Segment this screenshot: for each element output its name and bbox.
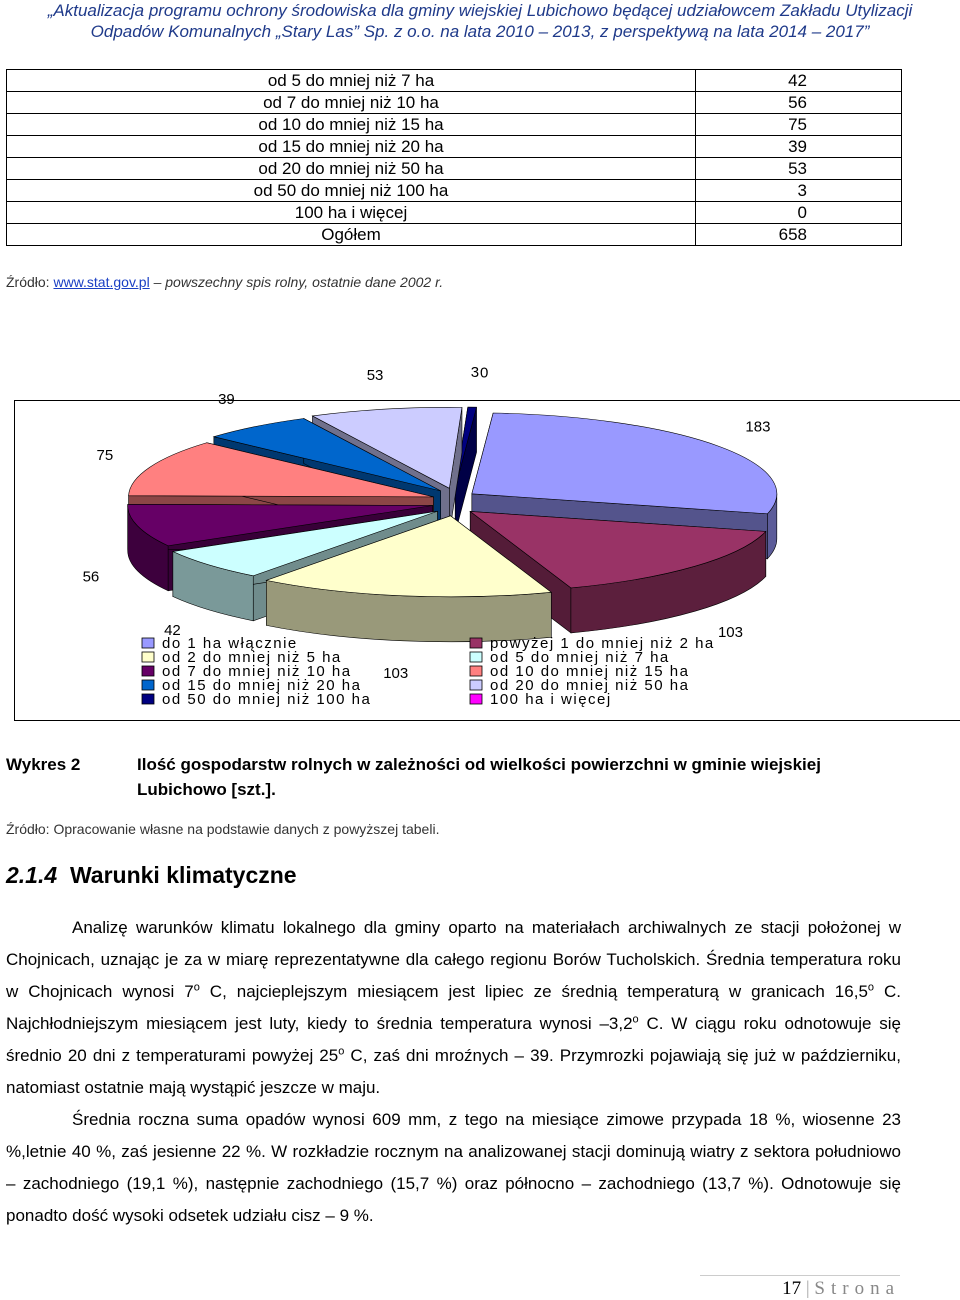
- data-label: 39: [218, 391, 235, 408]
- row-value: 0: [696, 202, 902, 224]
- legend-label: od 10 do mniej niż 15 ha: [490, 663, 689, 680]
- row-value: 3: [696, 180, 902, 202]
- table-row: [7, 158, 902, 180]
- figure-number: Wykres 2: [6, 752, 80, 777]
- data-label: 103: [383, 665, 408, 682]
- row-value: 42: [696, 70, 902, 92]
- legend-label: powyżej 1 do mniej niż 2 ha: [490, 635, 715, 652]
- data-label: 42: [164, 622, 181, 639]
- row-value: 53: [696, 158, 902, 180]
- row-label: od 7 do mniej niż 10 ha: [7, 92, 696, 114]
- row-value: 39: [696, 136, 902, 158]
- data-label: 0: [480, 364, 488, 381]
- table-row: [7, 180, 902, 202]
- legend-label: od 2 do mniej niż 5 ha: [162, 649, 342, 666]
- legend-swatch: [470, 680, 482, 690]
- data-label: 56: [83, 568, 100, 585]
- row-label: od 20 do mniej niż 50 ha: [7, 158, 696, 180]
- legend-label: od 50 do mniej niż 100 ha: [162, 691, 371, 708]
- legend-swatch: [470, 652, 482, 662]
- legend-swatch: [470, 638, 482, 648]
- legend-label: od 20 do mniej niż 50 ha: [490, 677, 689, 694]
- data-label: 75: [97, 447, 114, 464]
- row-value: 75: [696, 114, 902, 136]
- legend-item: [470, 691, 612, 708]
- legend-label: od 7 do mniej niż 10 ha: [162, 663, 352, 680]
- row-value: 56: [696, 92, 902, 114]
- data-label: 53: [367, 367, 384, 384]
- data-label: 3: [471, 364, 479, 381]
- row-label: 100 ha i więcej: [7, 202, 696, 224]
- row-label: od 50 do mniej niż 100 ha: [7, 180, 696, 202]
- table-row: [7, 70, 902, 92]
- table-row: [7, 136, 902, 158]
- legend-swatch: [142, 680, 154, 690]
- header-line-2: Odpadów Komunalnych „Stary Las” Sp. z o.o. na lata 2010 – 2013, z perspektywą na lata 2014 – 2017”: [0, 21, 960, 42]
- legend-label: od 5 do mniej niż 7 ha: [490, 649, 670, 666]
- section-number: 2.1.4: [6, 862, 57, 888]
- farm-size-table: [6, 69, 902, 246]
- table-row: [7, 114, 902, 136]
- farm-size-pie-chart: [14, 400, 904, 725]
- page-footer: 17 | Strona: [782, 1278, 900, 1300]
- section-heading: [6, 862, 297, 889]
- row-label: od 10 do mniej niż 15 ha: [7, 114, 696, 136]
- table-row: [7, 224, 902, 246]
- page-number: 17: [782, 1278, 801, 1299]
- table-row: [7, 92, 902, 114]
- legend-swatch: [470, 666, 482, 676]
- stat-gov-link[interactable]: www.stat.gov.pl: [53, 274, 149, 290]
- figure-caption-text: Ilość gospodarstw rolnych w zależności od wielkości powierzchni w gminie wiejskiej Lubichowo [szt.].: [137, 752, 904, 802]
- legend-swatch: [142, 666, 154, 676]
- document-header: [0, 0, 960, 42]
- row-label: Ogółem: [7, 224, 696, 246]
- legend-swatch: [470, 694, 482, 704]
- legend-label: od 15 do mniej niż 20 ha: [162, 677, 361, 694]
- legend-swatch: [142, 694, 154, 704]
- legend-item: [142, 691, 371, 708]
- footer-rule: [700, 1275, 900, 1276]
- paragraph-precipitation: Średnia roczna suma opadów wynosi 609 mm, z tego na miesiące zimowe przypada 18 %, wiosenne 23 %,letnie 40 %, zaś jesienne 22 %. W rozkładzie rocznym na analizowanej stacji dominują wiatry z sektora południowo – zachodniego (19,1 %), następnie zachodniego (15,7 %) oraz północno – zachodniego (13,7 %). Odnotowuje się ponadto dość wysoki odsetek udziału cisz – 9 %.: [6, 1104, 901, 1232]
- row-label: od 15 do mniej niż 20 ha: [7, 136, 696, 158]
- row-label: od 5 do mniej niż 7 ha: [7, 70, 696, 92]
- paragraph-climate: Analizę warunków klimatu lokalnego dla gminy oparto na materiałach archiwalnych ze stacji położonej w Chojnicach, uznając je za w miarę reprezentatywne dla całego regionu Borów Tucholskich. Średnia temperatura roku w Chojnicach wynosi 7$^o$ C, najcieplejszym miesiącem jest lipiec ze średnią temperaturą w granicach 16,5$^o$ C. Najchłodniejszym miesiącem jest luty, kiedy to średnia temperatura wynosi –3,2$^o$ C. W ciągu roku odnotowuje się średnio 20 dni z temperaturami powyżej 25$^o$ C, zaś dni mroźnych – 39. Przymrozki pojawiają się już w październiku, natomiast ostatnie mają wystąpić jeszcze w maju.: [6, 912, 901, 1104]
- legend-swatch: [142, 652, 154, 662]
- data-label: 183: [745, 418, 770, 435]
- section-title: Warunki klimatyczne: [70, 862, 297, 888]
- legend-label: 100 ha i więcej: [490, 691, 612, 708]
- legend-label: do 1 ha włącznie: [162, 635, 298, 652]
- table-row: [7, 202, 902, 224]
- chart-source: Źródło: Opracowanie własne na podstawie danych z powyższej tabeli.: [6, 821, 439, 837]
- row-value: 658: [696, 224, 902, 246]
- header-line-1: „Aktualizacja programu ochrony środowiska dla gminy wiejskiej Lubichowo będącej udziałowcem Zakładu Utylizacji: [0, 0, 960, 21]
- data-label: 103: [718, 624, 743, 641]
- table-source: Źródło: www.stat.gov.pl – powszechny spis rolny, ostatnie dane 2002 r.: [6, 274, 443, 290]
- pie-slices: [128, 407, 777, 642]
- legend-swatch: [142, 638, 154, 648]
